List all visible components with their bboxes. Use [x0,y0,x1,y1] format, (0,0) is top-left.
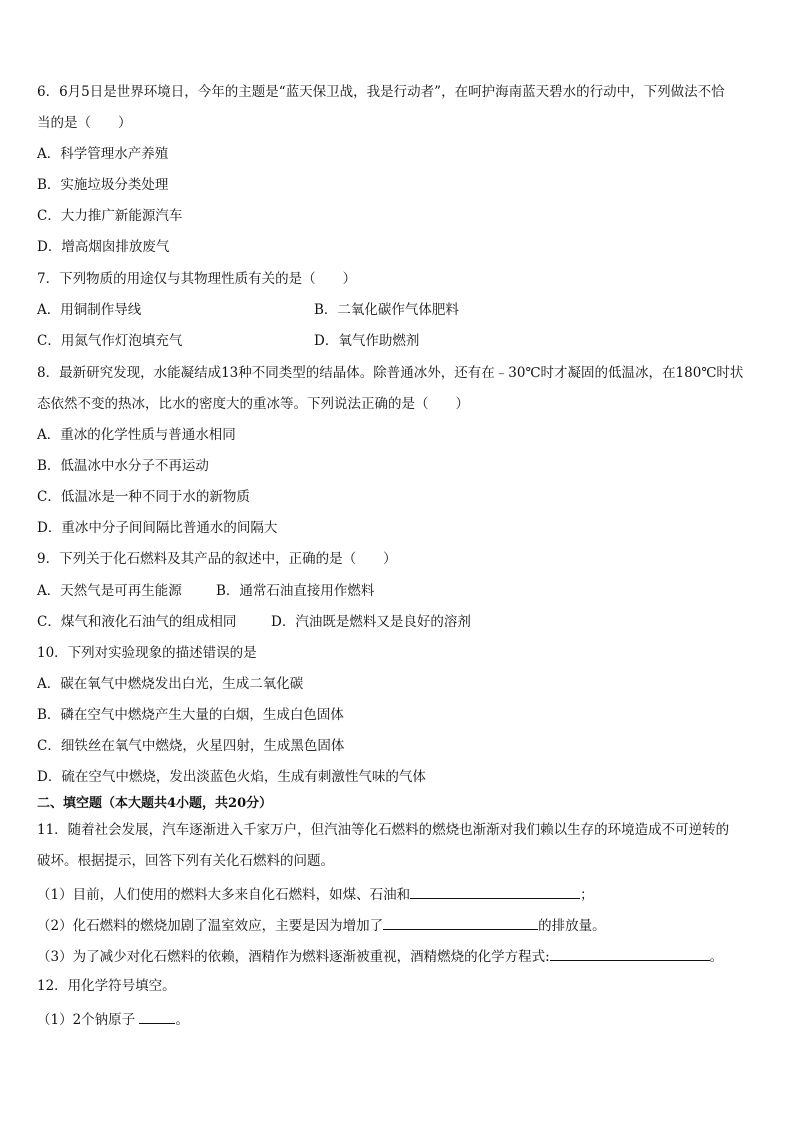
q8-stem-line2: 态依然不变的热冰，比水的密度大的重冰等。下列说法正确的是（ ） [37,396,469,412]
q9-option-c: C．煤气和液化石油气的组成相同 [37,614,237,630]
q6-option-d: D．增高烟囱排放废气 [37,239,170,255]
q10-stem: 10．下列对实验现象的描述错误的是 [37,645,257,661]
q7-stem: 7．下列物质的用途仅与其物理性质有关的是（ ） [37,271,357,287]
q6-option-c: C．大力推广新能源汽车 [37,208,183,224]
q11-part3-text: （3）为了减少对化石燃料的依赖，酒精作为燃料逐渐被重视，酒精燃烧的化学方程式: [37,949,550,965]
q6-stem-line1: 6．6月5日是世界环境日，今年的主题是“蓝天保卫战，我是行动者”，在呵护海南蓝天碧水的行动中，下列做法不恰 [37,84,725,100]
q12-part1-answer-blank[interactable] [139,1009,175,1024]
q11-part1-end: ； [580,887,594,903]
q11-part1-answer-blank[interactable] [410,884,580,899]
q7-option-b: B．二氧化碳作气体肥料 [314,302,459,318]
q11-part2-text: （2）化石燃料的燃烧加剧了温室效应，主要是因为增加了 [37,918,384,934]
q12-part1 [37,1009,189,1029]
section-heading-fill-in: 二、填空题（本大题共4小题，共20分） [37,796,273,811]
q10-option-c: C．细铁丝在氧气中燃烧，火星四射，生成黑色固体 [37,738,345,754]
q8-option-c: C．低温冰是一种不同于水的新物质 [37,489,250,505]
q11-part2-end: 的排放量。 [538,918,606,934]
q11-part1-text: （1）目前，人们使用的燃料大多来自化石燃料，如煤、石油和 [37,887,411,903]
q11-part3-end: 。 [709,949,724,965]
q8-option-a: A．重冰的化学性质与普通水相同 [37,427,236,443]
q8-stem-line1: 8．最新研究发现，水能凝结成13种不同类型的结晶体。除普通冰外，还有在﹣30℃时才凝固的低温冰，在180℃时状 [37,365,744,381]
q11-part2 [37,915,606,935]
q9-stem: 9．下列关于化石燃料及其产品的叙述中，正确的是（ ） [37,551,397,567]
q12-part1-text: （1）2个钠原子 [37,1012,140,1028]
q8-option-b: B．低温冰中水分子不再运动 [37,458,209,474]
q12-part1-end: 。 [175,1012,189,1028]
q10-option-b: B．磷在空气中燃烧产生大量的白烟，生成白色固体 [37,707,344,723]
q11-part1 [37,884,594,904]
q10-option-a: A．碳在氧气中燃烧发出白光，生成二氧化碳 [37,676,304,692]
q6-stem-line2: 当的是（ ） [37,115,132,131]
q8-option-d: D．重冰中分子间间隔比普通水的间隔大 [37,520,278,536]
q11-part3 [37,946,723,966]
q9-option-b: B．通常石油直接用作燃料 [216,583,375,599]
q7-option-d: D．氧气作助燃剂 [314,333,420,349]
q11-stem-line2: 破坏。根据提示，回答下列有关化石燃料的问题。 [37,853,334,869]
q11-stem-line1: 11．随着社会发展，汽车逐渐进入千家万户，但汽油等化石燃料的燃烧也渐渐对我们赖以生存的环境造成不可逆转的 [37,822,730,838]
q10-option-d: D．硫在空气中燃烧，发出淡蓝色火焰，生成有刺激性气味的气体 [37,769,426,785]
q11-part2-answer-blank[interactable] [383,915,538,930]
q9-option-a: A．天然气是可再生能源 [37,583,182,599]
q11-part3-answer-blank[interactable] [550,946,710,961]
q6-option-a: A．科学管理水产养殖 [37,146,169,162]
q7-option-a: A．用铜制作导线 [37,302,142,318]
q9-option-d: D．汽油既是燃料又是良好的溶剂 [271,614,471,630]
q12-stem: 12．用化学符号填空。 [37,978,176,994]
q7-option-c: C．用氮气作灯泡填充气 [37,333,183,349]
q6-option-b: B．实施垃圾分类处理 [37,177,169,193]
